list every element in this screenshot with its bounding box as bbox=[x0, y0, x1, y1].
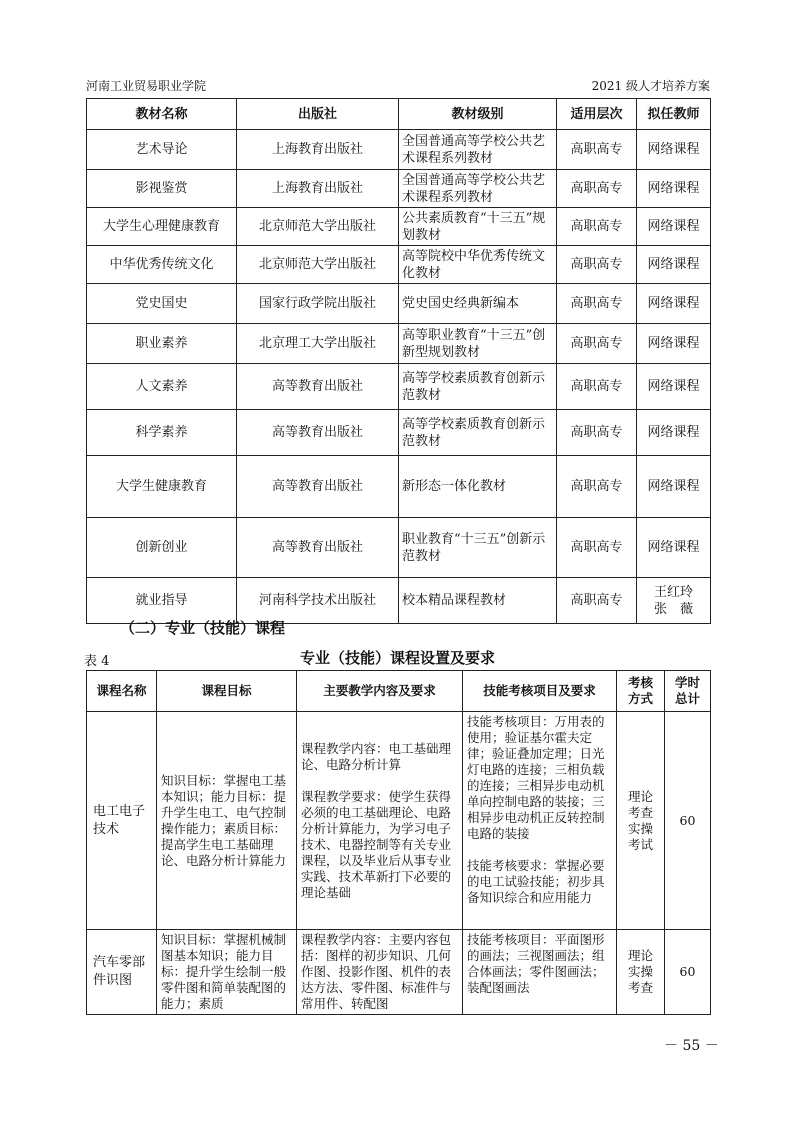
teacher: 网络课程 bbox=[637, 208, 711, 246]
course-assessment-method: 理论 实操 考查 bbox=[617, 930, 665, 1015]
textbook-row bbox=[87, 208, 711, 246]
publisher: 高等教育出版社 bbox=[237, 456, 399, 518]
textbook-row bbox=[87, 284, 711, 324]
textbook-name: 人文素养 bbox=[87, 364, 237, 410]
col-header-teaching-content: 主要教学内容及要求 bbox=[297, 671, 463, 712]
publisher: 上海教育出版社 bbox=[237, 130, 399, 170]
col-header-applicable-level: 适用层次 bbox=[557, 99, 637, 130]
teacher: 网络课程 bbox=[637, 456, 711, 518]
course-row bbox=[87, 712, 711, 930]
table-number: 表 4 bbox=[84, 654, 110, 669]
col-header-total-hours: 学时 总计 bbox=[665, 671, 711, 712]
applicable-level: 高职高专 bbox=[557, 518, 637, 578]
course-total-hours: 60 bbox=[665, 712, 711, 930]
course-content: 课程教学内容：电工基础理论、电路分析计算 课程教学要求：使学生获得必须的电工基础理论、电路分析计算能力，为学习电子技术、电器控制等有关专业课程，以及毕业后从事专业实践、技术革新打下必要的理论基础 bbox=[297, 712, 463, 930]
teacher: 网络课程 bbox=[637, 130, 711, 170]
applicable-level: 高职高专 bbox=[557, 246, 637, 284]
col-header-course-name: 课程名称 bbox=[87, 671, 157, 712]
publisher: 高等教育出版社 bbox=[237, 364, 399, 410]
textbook-level: 新形态一体化教材 bbox=[399, 456, 557, 518]
course-goal: 知识目标：掌握机械制图基本知识；能力目标：提升学生绘制一般零件图和简单装配图的能力；素质 bbox=[157, 930, 297, 1015]
textbook-name: 艺术导论 bbox=[87, 130, 237, 170]
course-name: 电工电子 技术 bbox=[87, 712, 157, 930]
col-header-assessment-method: 考核 方式 bbox=[617, 671, 665, 712]
page-header bbox=[86, 78, 710, 99]
publisher: 上海教育出版社 bbox=[237, 170, 399, 208]
col-header-course-goal: 课程目标 bbox=[157, 671, 297, 712]
textbook-row bbox=[87, 170, 711, 208]
textbook-level: 职业教育“十三五”创新示范教材 bbox=[399, 518, 557, 578]
section-title: （二）专业（技能）课程 bbox=[120, 619, 286, 637]
textbook-name: 中华优秀传统文化 bbox=[87, 246, 237, 284]
applicable-level: 高职高专 bbox=[557, 130, 637, 170]
textbook-name: 影视鉴赏 bbox=[87, 170, 237, 208]
course-table bbox=[86, 670, 711, 1015]
applicable-level: 高职高专 bbox=[557, 324, 637, 364]
course-goal: 知识目标：掌握电工基本知识；能力目标：提升学生电工、电气控制操作能力；素质目标：提高学生电工基础理论、电路分析计算能力 bbox=[157, 712, 297, 930]
course-skill-assessment: 技能考核项目：平面图形的画法；三视图画法；组合体画法；零件图画法；装配图画法 bbox=[463, 930, 617, 1015]
applicable-level: 高职高专 bbox=[557, 456, 637, 518]
textbook-level: 高等学校素质教育创新示范教材 bbox=[399, 364, 557, 410]
course-content: 课程教学内容：主要内容包括：图样的初步知识、几何作图、投影作图、机件的表达方法、零件图、标准件与常用件、转配图 bbox=[297, 930, 463, 1015]
textbook-level: 高等学校素质教育创新示范教材 bbox=[399, 410, 557, 456]
publisher: 河南科学技术出版社 bbox=[237, 578, 399, 624]
textbook-level: 党史国史经典新编本 bbox=[399, 284, 557, 324]
teacher: 网络课程 bbox=[637, 170, 711, 208]
header-plan-title: 2021 级人才培养方案 bbox=[591, 79, 710, 93]
col-header-publisher: 出版社 bbox=[237, 99, 399, 130]
col-header-skill-assessment: 技能考核项目及要求 bbox=[463, 671, 617, 712]
publisher: 北京师范大学出版社 bbox=[237, 208, 399, 246]
textbook-level: 全国普通高等学校公共艺术课程系列教材 bbox=[399, 130, 557, 170]
textbook-name: 科学素养 bbox=[87, 410, 237, 456]
publisher: 北京师范大学出版社 bbox=[237, 246, 399, 284]
applicable-level: 高职高专 bbox=[557, 364, 637, 410]
textbook-name: 大学生心理健康教育 bbox=[87, 208, 237, 246]
header-school-name: 河南工业贸易职业学院 bbox=[86, 79, 207, 93]
teacher: 网络课程 bbox=[637, 410, 711, 456]
textbook-row bbox=[87, 130, 711, 170]
teacher: 网络课程 bbox=[637, 246, 711, 284]
course-name: 汽车零部 件识图 bbox=[87, 930, 157, 1015]
textbook-row bbox=[87, 324, 711, 364]
applicable-level: 高职高专 bbox=[557, 578, 637, 624]
col-header-textbook-name: 教材名称 bbox=[87, 99, 237, 130]
teacher: 网络课程 bbox=[637, 518, 711, 578]
teacher: 网络课程 bbox=[637, 284, 711, 324]
col-header-textbook-level: 教材级别 bbox=[399, 99, 557, 130]
teacher: 网络课程 bbox=[637, 324, 711, 364]
textbook-level: 公共素质教育“十三五”规划教材 bbox=[399, 208, 557, 246]
course-total-hours: 60 bbox=[665, 930, 711, 1015]
applicable-level: 高职高专 bbox=[557, 410, 637, 456]
course-skill-assessment: 技能考核项目：万用表的使用；验证基尔霍夫定律；验证叠加定理；日光灯电路的连接；三相负载的连接；三相异步电动机单向控制电路的装接；三相异步电动机正反转控制电路的装接 技能考核要求：掌握必要的电工试验技能；初步具备知识综合和应用能力 bbox=[463, 712, 617, 930]
textbook-row bbox=[87, 518, 711, 578]
textbook-row bbox=[87, 410, 711, 456]
applicable-level: 高职高专 bbox=[557, 170, 637, 208]
applicable-level: 高职高专 bbox=[557, 284, 637, 324]
publisher: 北京理工大学出版社 bbox=[237, 324, 399, 364]
course-table-header bbox=[87, 671, 711, 712]
textbook-row bbox=[87, 456, 711, 518]
col-header-teacher: 拟任教师 bbox=[637, 99, 711, 130]
publisher: 高等教育出版社 bbox=[237, 518, 399, 578]
textbook-table-header bbox=[87, 99, 711, 130]
course-row bbox=[87, 930, 711, 1015]
textbook-name: 就业指导 bbox=[87, 578, 237, 624]
textbook-level: 高等职业教育“十三五”创新型规划教材 bbox=[399, 324, 557, 364]
teacher: 王红玲 张 薇 bbox=[637, 578, 711, 624]
page-number: － 55 － bbox=[664, 1038, 719, 1054]
course-assessment-method: 理论 考查 实操 考试 bbox=[617, 712, 665, 930]
textbook-level: 校本精品课程教材 bbox=[399, 578, 557, 624]
textbook-row bbox=[87, 364, 711, 410]
textbook-level: 高等院校中华优秀传统文化教材 bbox=[399, 246, 557, 284]
textbook-table bbox=[86, 98, 711, 624]
textbook-name: 创新创业 bbox=[87, 518, 237, 578]
applicable-level: 高职高专 bbox=[557, 208, 637, 246]
textbook-name: 党史国史 bbox=[87, 284, 237, 324]
publisher: 国家行政学院出版社 bbox=[237, 284, 399, 324]
teacher: 网络课程 bbox=[637, 364, 711, 410]
publisher: 高等教育出版社 bbox=[237, 410, 399, 456]
textbook-name: 职业素养 bbox=[87, 324, 237, 364]
textbook-level: 全国普通高等学校公共艺术课程系列教材 bbox=[399, 170, 557, 208]
textbook-name: 大学生健康教育 bbox=[87, 456, 237, 518]
textbook-row bbox=[87, 246, 711, 284]
table-title: 专业（技能）课程设置及要求 bbox=[300, 649, 496, 667]
